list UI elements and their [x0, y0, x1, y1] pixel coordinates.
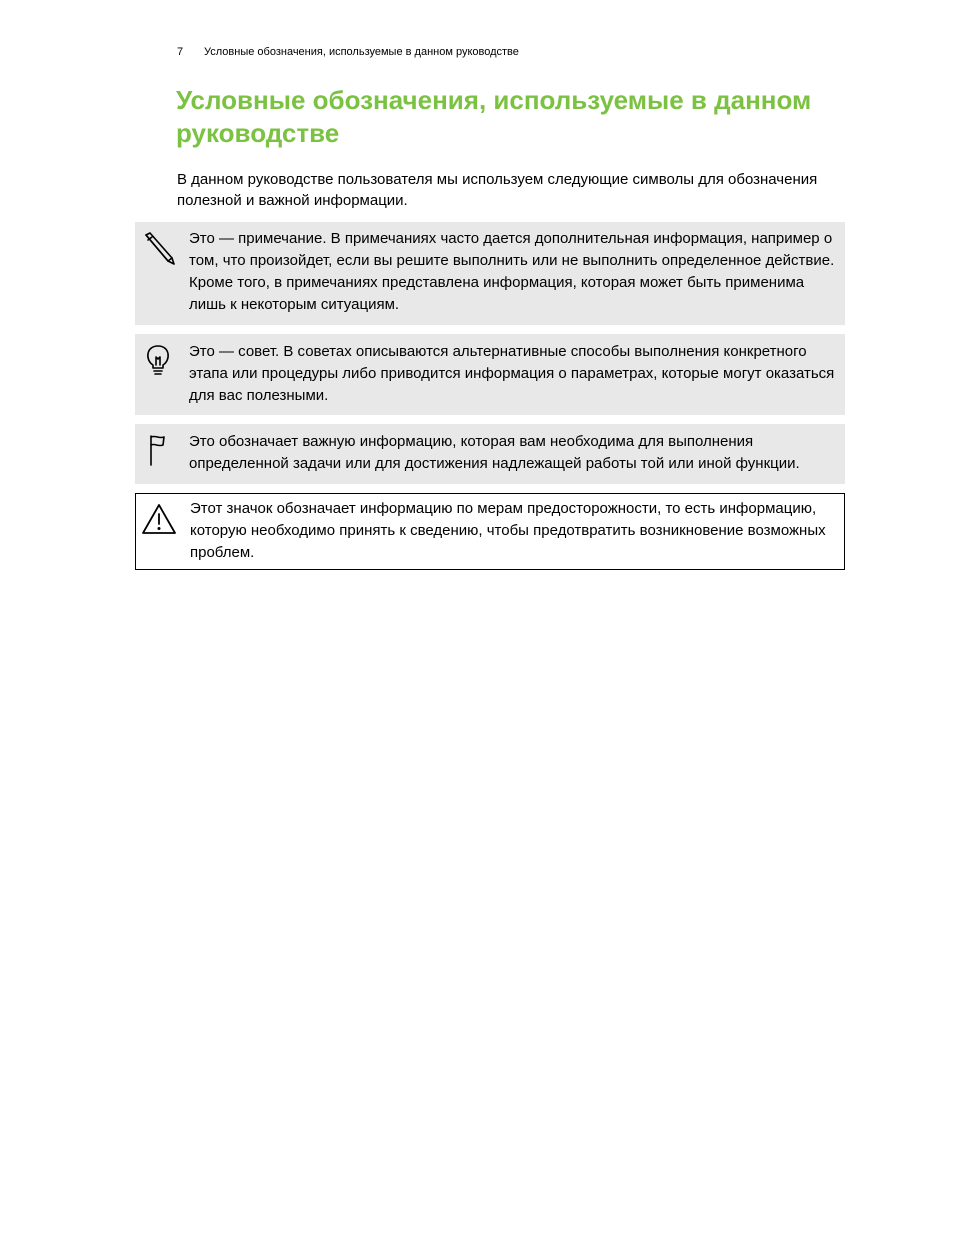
- important-callout: [135, 424, 845, 484]
- important-text: Это обозначает важную информацию, которая вам необходима для выполнения определенной задачи или для достижения надлежащей работы той или иной функции.: [189, 433, 800, 472]
- tip-text: Это — совет. В советах описываются альтернативные способы выполнения конкретного этапа или процедуры либо приводится информация о параметрах, которые могут оказаться для вас полезными.: [189, 343, 835, 404]
- warning-triangle-icon: [141, 502, 175, 536]
- pencil-icon: [141, 231, 175, 265]
- intro-paragraph: В данном руководстве пользователя мы используем следующие символы для обозначения полезной и важной информации.: [177, 171, 818, 209]
- running-header: [177, 45, 519, 59]
- running-title: Условные обозначения, используемые в данном руководстве: [204, 46, 519, 58]
- note-text: Это — примечание. В примечаниях часто дается дополнительная информация, например о том, что произойдет, если вы решите выполнить или не выполнить определенное действие. Кроме того, в примечаниях представлена информация, которая может быть применима лишь к некоторым ситуациям.: [189, 230, 835, 313]
- note-callout: [135, 222, 845, 325]
- tip-callout: [135, 334, 845, 415]
- warning-text: Этот значок обозначает информацию по мерам предосторожности, то есть информацию, которую необходимо принять к сведению, чтобы предотвратить возникновение возможных проблем.: [190, 500, 826, 561]
- flag-icon: [141, 433, 175, 467]
- lightbulb-icon: [141, 343, 175, 377]
- page-title: Условные обозначения, используемые в данном руководстве: [176, 85, 812, 148]
- page-number: 7: [177, 46, 184, 58]
- warning-callout: [135, 493, 845, 570]
